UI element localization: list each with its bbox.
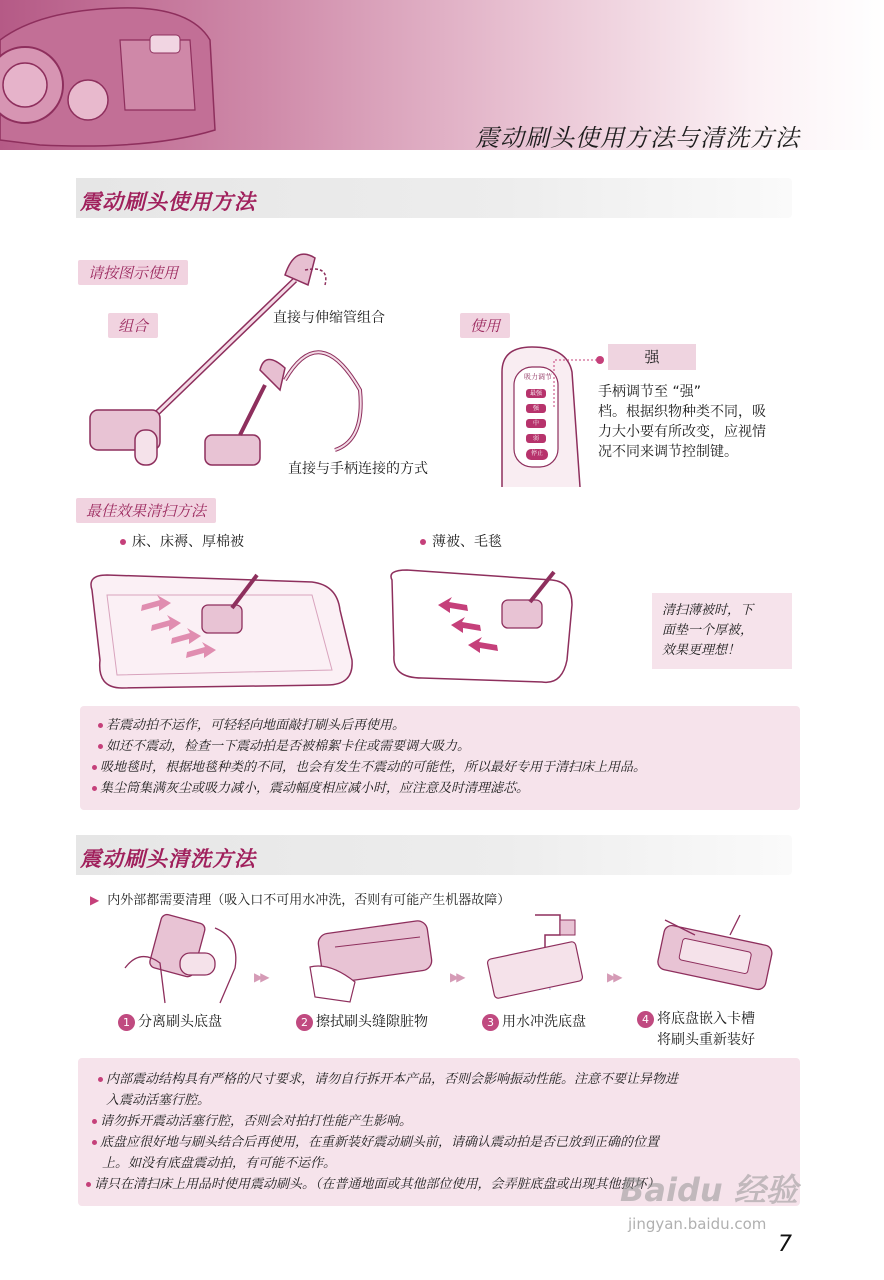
bullet-icon bbox=[92, 765, 97, 770]
bullet-icon bbox=[98, 723, 103, 728]
step4-illustration bbox=[655, 910, 775, 1005]
note-item bbox=[92, 1132, 800, 1153]
tip-line: 效果更理想！ bbox=[662, 643, 741, 658]
page-title: 震动刷头使用方法与清洗方法 bbox=[475, 124, 800, 152]
remote-button-medium[interactable]: 中 bbox=[526, 419, 546, 428]
note-item bbox=[98, 1069, 800, 1090]
note-text: 底盘应很好地与刷头结合后再使用，在重新装好震动刷头前，请确认震动拍是否已放到正确的位置 bbox=[100, 1135, 660, 1150]
bullet-thin-text: 薄被、毛毯 bbox=[432, 534, 502, 550]
note-item bbox=[98, 736, 800, 757]
step-text: 用水冲洗底盘 bbox=[502, 1014, 586, 1030]
note-item bbox=[92, 778, 800, 799]
vacuum-wand-illustration bbox=[80, 240, 380, 480]
step-text: 分离刷头底盘 bbox=[138, 1014, 222, 1030]
tag-best: 最佳效果清扫方法 bbox=[76, 498, 216, 523]
step-number-badge: 2 bbox=[296, 1014, 313, 1031]
step-text-line2: 将刷头重新装好 bbox=[657, 1032, 755, 1048]
handle-text-line: 力大小要有所改变，应视情 bbox=[598, 424, 766, 440]
bullet-thick-text: 床、床褥、厚棉被 bbox=[132, 534, 244, 550]
remote-title: 吸力调节 bbox=[524, 373, 552, 381]
note-text: 吸地毯时，根据地毯种类的不同，也会有发生不震动的可能性，所以最好专用于清扫床上用品。 bbox=[100, 760, 647, 775]
note-text: 如还不震动，检查一下震动拍是否被棉絮卡住或需要调大吸力。 bbox=[106, 739, 471, 754]
bullet-icon bbox=[92, 786, 97, 791]
step-number-badge: 3 bbox=[482, 1014, 499, 1031]
bullet-thin bbox=[420, 531, 502, 551]
tip-line: 清扫薄被时，下 bbox=[662, 603, 754, 618]
handle-text-line: 档。根据织物种类不同，吸 bbox=[598, 404, 766, 420]
bullet-thick bbox=[120, 531, 244, 551]
step-number-badge: 1 bbox=[118, 1014, 135, 1031]
bullet-icon bbox=[86, 1182, 91, 1187]
note-text: 请只在清扫床上用品时使用震动刷头。（在普通地面或其他部位使用，会弄脏底盘或出现其他损坏） bbox=[94, 1177, 660, 1192]
note-text-continued: 入震动活塞行腔。 bbox=[106, 1093, 211, 1108]
caption-tube: 直接与伸缩管组合 bbox=[273, 310, 385, 326]
tag-usage: 请按图示使用 bbox=[78, 260, 188, 285]
step-number-badge: 4 bbox=[637, 1011, 654, 1028]
triangle-right-icon: ▶ bbox=[90, 893, 100, 907]
step-4-line1 bbox=[637, 1009, 755, 1030]
note-text-continued: 上。如没有底盘震动拍，有可能不运作。 bbox=[102, 1156, 337, 1171]
step3-illustration bbox=[485, 910, 595, 1005]
note-item bbox=[98, 715, 800, 736]
bullet-icon bbox=[120, 539, 126, 545]
step-arrow-icon: ▶▶ bbox=[254, 970, 267, 984]
section1-title: 震动刷头使用方法 bbox=[80, 190, 256, 214]
step-4 bbox=[637, 1009, 755, 1051]
tag-use: 使用 bbox=[460, 313, 510, 338]
watermark-brand: Baidu 经验 bbox=[620, 1171, 798, 1209]
note-item bbox=[92, 757, 800, 778]
bullet-icon bbox=[92, 1119, 97, 1124]
tag-combine: 组合 bbox=[108, 313, 158, 338]
note-text: 内部震动结构具有严格的尺寸要求，请勿自行拆开本产品，否则会影响振动性能。注意不要让异物进 bbox=[106, 1072, 679, 1087]
section2-intro-text: 内外部都需要清理（吸入口不可用水冲洗，否则有可能产生机器故障） bbox=[107, 893, 511, 908]
note-text: 请勿拆开震动活塞行腔，否则会对拍打性能产生影响。 bbox=[100, 1114, 413, 1129]
step-2 bbox=[296, 1011, 428, 1031]
section2-intro bbox=[90, 889, 510, 908]
thick-quilt-illustration bbox=[82, 560, 372, 695]
handle-text-line: 况不同来调节控制键。 bbox=[598, 444, 738, 460]
section2-title: 震动刷头清洗方法 bbox=[80, 847, 256, 871]
step-1 bbox=[118, 1011, 222, 1031]
note-text: 若震动拍不运作，可轻轻向地面敲打刷头后再使用。 bbox=[106, 718, 406, 733]
vacuum-header-illustration bbox=[0, 0, 230, 150]
handle-text-line: 手柄调节至 “强” bbox=[598, 384, 701, 400]
page-number: 7 bbox=[778, 1232, 792, 1257]
step1-illustration bbox=[120, 908, 250, 1008]
step-arrow-icon: ▶▶ bbox=[450, 970, 463, 984]
bullet-icon bbox=[420, 539, 426, 545]
step-arrow-icon: ▶▶ bbox=[607, 970, 620, 984]
remote-button-weak[interactable]: 弱 bbox=[526, 434, 546, 443]
remote-button-max[interactable]: 最强 bbox=[526, 389, 546, 398]
bullet-icon bbox=[98, 744, 103, 749]
notes-box-1 bbox=[80, 706, 800, 810]
step-text: 擦拭刷头缝隙脏物 bbox=[316, 1014, 428, 1030]
step2-illustration bbox=[300, 912, 440, 1007]
remote-button-strong[interactable]: 强 bbox=[526, 404, 546, 413]
bullet-icon bbox=[92, 1140, 97, 1145]
step-3 bbox=[482, 1011, 586, 1031]
tip-box bbox=[652, 593, 792, 669]
thin-quilt-illustration bbox=[382, 560, 582, 695]
step-text: 将底盘嵌入卡槽 bbox=[657, 1011, 755, 1027]
caption-handle: 直接与手柄连接的方式 bbox=[288, 461, 428, 477]
watermark-url: jingyan.baidu.com bbox=[628, 1215, 767, 1233]
note-text: 集尘筒集满灰尘或吸力减小，震动幅度相应减小时，应注意及时清理滤芯。 bbox=[100, 781, 530, 796]
tip-line: 面垫一个厚被， bbox=[662, 623, 754, 638]
remote-button-stop[interactable]: 停止 bbox=[526, 449, 548, 460]
strong-label: 强 bbox=[608, 344, 696, 370]
bullet-icon bbox=[98, 1077, 103, 1082]
handle-instructions bbox=[598, 382, 766, 462]
note-item bbox=[92, 1111, 800, 1132]
